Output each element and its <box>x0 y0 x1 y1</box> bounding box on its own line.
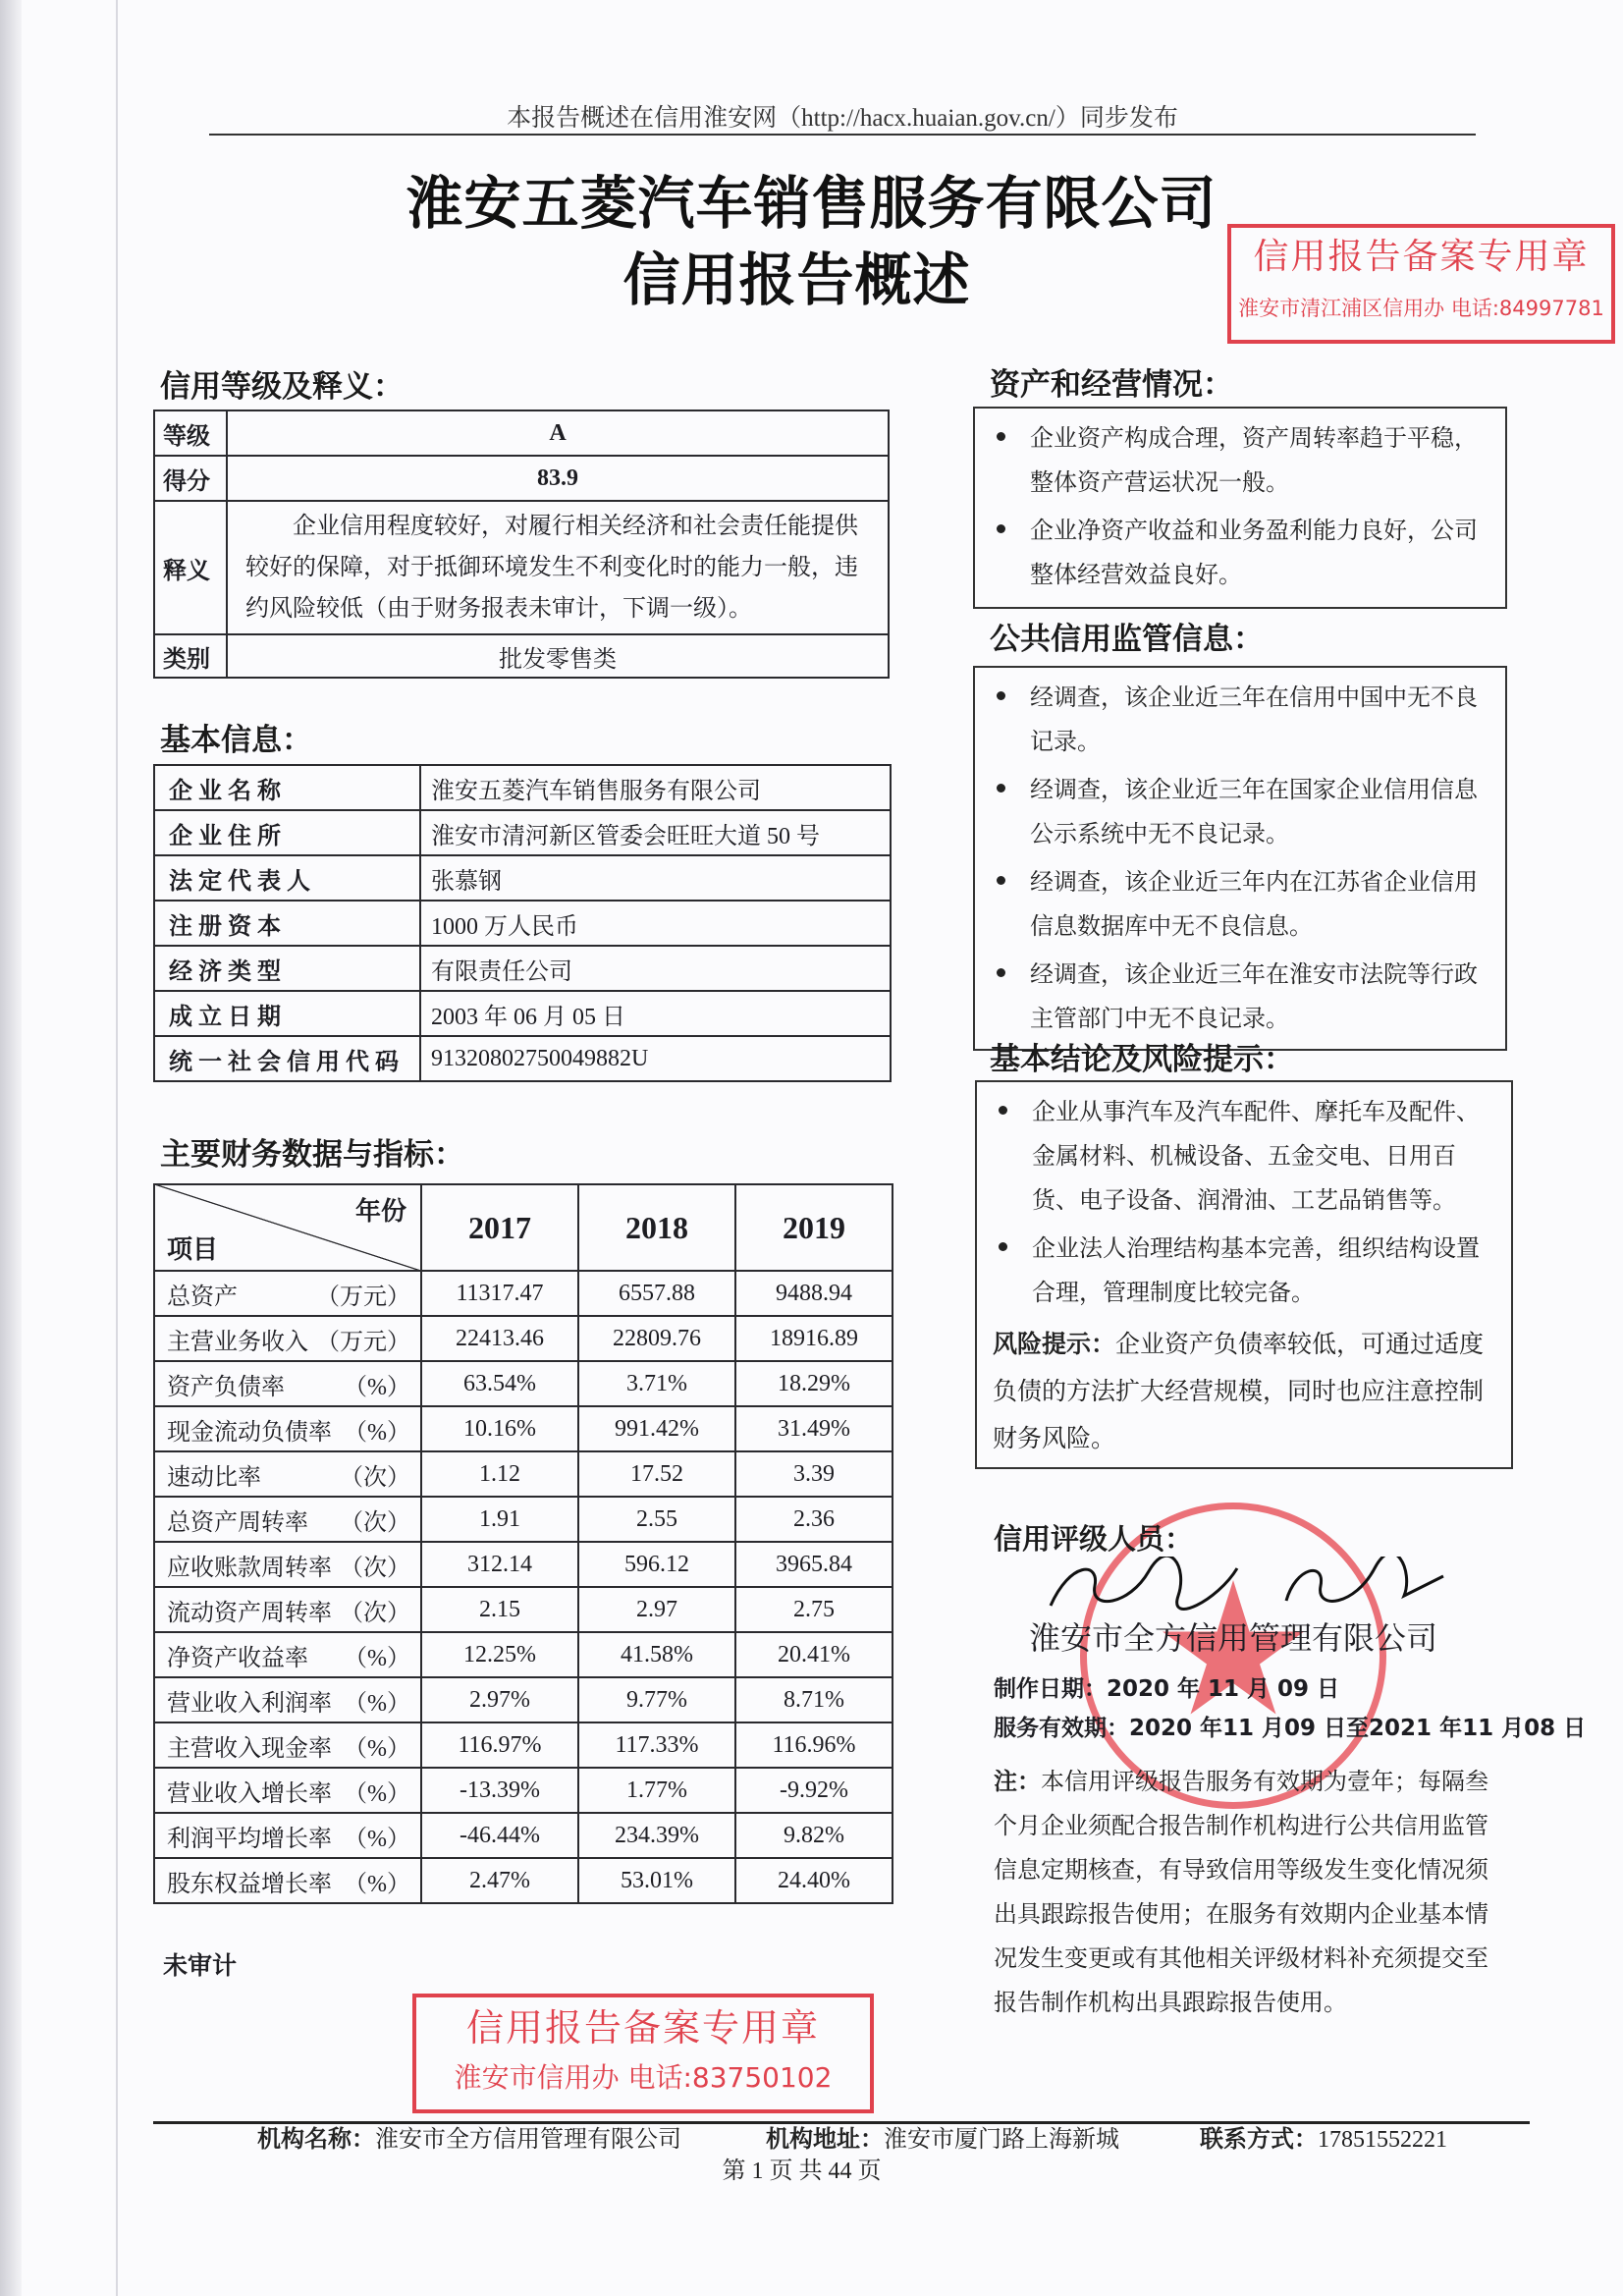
financial-item <box>154 1587 421 1632</box>
basic-info-value: 91320802750049882U <box>420 1036 891 1081</box>
bullet-item: 经调查，该企业近三年内在江苏省企业信用信息数据库中无不良信息。 <box>983 860 1491 949</box>
basic-info-row <box>154 855 891 901</box>
financial-value: 53.01% <box>578 1858 735 1903</box>
footer-contact <box>1200 2126 1447 2153</box>
financial-item-unit: （%） <box>344 1871 410 1897</box>
financial-item-name: 主营收入现金率 <box>167 1735 332 1762</box>
financial-item-name: 净资产收益率 <box>167 1645 308 1671</box>
basic-info-table <box>153 764 892 1082</box>
year-header: 2017 <box>421 1184 578 1271</box>
financial-item <box>154 1813 421 1858</box>
signature-2 <box>1286 1557 1443 1601</box>
financial-row <box>154 1813 893 1858</box>
financial-item-unit: （次） <box>340 1509 410 1536</box>
financial-value: 3965.84 <box>735 1542 893 1587</box>
footer-address-label: 机构地址： <box>766 2125 884 2153</box>
page-title: 淮安五菱汽车销售服务有限公司 <box>406 170 1217 237</box>
financial-value: 596.12 <box>578 1542 735 1587</box>
financial-value: 11317.47 <box>421 1271 578 1316</box>
stamp-title: 信用报告备案专用章 <box>465 2006 820 2050</box>
financial-value: 10.16% <box>421 1406 578 1451</box>
financial-row <box>154 1542 893 1587</box>
scan-binding-shadow <box>0 0 22 2296</box>
score-value: 83.9 <box>227 456 889 501</box>
stamp-contact: 淮安市清江浦区信用办 电话:84997781 <box>1238 297 1604 320</box>
footer-address <box>766 2126 1119 2153</box>
financial-item-unit: （万元） <box>316 1329 410 1355</box>
financial-value: -46.44% <box>421 1813 578 1858</box>
financial-value: 1.77% <box>578 1768 735 1813</box>
basic-info-value: 淮安五菱汽车销售服务有限公司 <box>420 765 891 810</box>
financial-item-name: 总资产周转率 <box>167 1509 308 1536</box>
risk-tip-label: 风险提示： <box>993 1330 1116 1358</box>
rating-staff-label: 信用评级人员： <box>994 1522 1194 1556</box>
financial-row <box>154 1406 893 1451</box>
financial-value: 117.33% <box>578 1722 735 1768</box>
financial-item-name: 股东权益增长率 <box>167 1871 332 1897</box>
financial-value: 2.97% <box>421 1677 578 1722</box>
financial-row <box>154 1632 893 1677</box>
financial-value: 9488.94 <box>735 1271 893 1316</box>
meaning-value: 企业信用程度较好，对履行相关经济和社会责任能提供较好的保障，对于抵御环境发生不利变化时的能力一般，违约风险较低（由于财务报表未审计，下调一级）。 <box>227 501 889 634</box>
score-row <box>154 456 889 501</box>
financial-value: 2.55 <box>578 1497 735 1542</box>
financial-item <box>154 1858 421 1903</box>
basic-info-label: 经济类型 <box>154 946 420 991</box>
basic-info-row <box>154 901 891 946</box>
basic-info-row <box>154 810 891 855</box>
financial-row <box>154 1677 893 1722</box>
note-label: 注： <box>994 1768 1041 1795</box>
financial-item <box>154 1632 421 1677</box>
financial-value: 1.91 <box>421 1497 578 1542</box>
year-header-label: 年份 <box>354 1197 406 1227</box>
diagonal-header-cell <box>154 1184 421 1271</box>
made-date <box>994 1674 1339 1704</box>
financial-item <box>154 1361 421 1406</box>
top-filing-stamp <box>1227 224 1615 344</box>
year-header: 2018 <box>578 1184 735 1271</box>
financial-item-name: 速动比率 <box>167 1464 261 1491</box>
financial-item <box>154 1451 421 1497</box>
financial-value: 31.49% <box>735 1406 893 1451</box>
grade-label: 等级 <box>154 410 227 456</box>
footer-contact-value: 17851552221 <box>1318 2127 1447 2153</box>
footer-org <box>257 2126 681 2153</box>
made-date-value: 2020 年 11 月 09 日 <box>1107 1676 1340 1702</box>
validity-value: 2020 年11 月09 日至2021 年11 月08 日 <box>1129 1716 1587 1741</box>
basic-info-label: 法定代表人 <box>154 855 420 901</box>
financial-value: 116.97% <box>421 1722 578 1768</box>
financial-value: 116.96% <box>735 1722 893 1768</box>
financial-header-row <box>154 1184 893 1271</box>
financial-item <box>154 1271 421 1316</box>
financial-item-unit: （%） <box>344 1374 410 1400</box>
bullet-item: 经调查，该企业近三年在国家企业信用信息公示系统中无不良记录。 <box>983 768 1491 856</box>
financial-item-unit: （次） <box>340 1464 410 1491</box>
meaning-label: 释义 <box>154 501 227 634</box>
unaudited-note: 未审计 <box>163 1951 238 1980</box>
page-subtitle: 信用报告概述 <box>622 246 971 313</box>
basic-info-label: 企业名称 <box>154 765 420 810</box>
validity-note <box>994 1760 1496 2025</box>
financial-item-name: 现金流动负债率 <box>167 1419 332 1446</box>
financial-item <box>154 1722 421 1768</box>
financial-table <box>153 1183 893 1904</box>
basic-info-label: 成立日期 <box>154 991 420 1036</box>
footer-contact-label: 联系方式： <box>1200 2125 1318 2153</box>
bullet-item: 企业净资产收益和业务盈利能力良好，公司整体经营效益良好。 <box>983 509 1486 597</box>
financial-item-unit: （次） <box>340 1600 410 1626</box>
category-value: 批发零售类 <box>227 634 889 678</box>
financial-value: -9.92% <box>735 1768 893 1813</box>
financial-row <box>154 1858 893 1903</box>
year-header: 2019 <box>735 1184 893 1271</box>
financial-row <box>154 1316 893 1361</box>
stamp-title: 信用报告备案专用章 <box>1253 237 1590 277</box>
basic-info-label: 统一社会信用代码 <box>154 1036 420 1081</box>
validity-label: 服务有效期： <box>994 1716 1129 1741</box>
financial-item-unit: （%） <box>344 1419 410 1446</box>
financial-item-unit: （%） <box>344 1735 410 1762</box>
category-label: 类别 <box>154 634 227 678</box>
financial-value: 1.12 <box>421 1451 578 1497</box>
basic-info-value: 2003 年 06 月 05 日 <box>420 991 891 1036</box>
financial-item <box>154 1542 421 1587</box>
footer-org-value: 淮安市全方信用管理有限公司 <box>375 2127 681 2153</box>
meaning-row <box>154 501 889 634</box>
financial-value: 2.97 <box>578 1587 735 1632</box>
bullet-item: 企业从事汽车及汽车配件、摩托车及配件、金属材料、机械设备、五金交电、日用百货、电子设备、润滑油、工艺品销售等。 <box>985 1090 1493 1223</box>
financial-value: 2.15 <box>421 1587 578 1632</box>
basic-info-row <box>154 1036 891 1081</box>
financial-value: 63.54% <box>421 1361 578 1406</box>
stamp-contact: 淮安市信用办 电话:83750102 <box>454 2061 833 2094</box>
financial-value: 9.82% <box>735 1813 893 1858</box>
financial-value: 2.36 <box>735 1497 893 1542</box>
bullet-item: 经调查，该企业近三年在信用中国中无不良记录。 <box>983 676 1491 764</box>
financial-item-name: 营业收入利润率 <box>167 1690 332 1717</box>
risk-tip <box>985 1321 1493 1463</box>
basic-info-value: 张慕钢 <box>420 855 891 901</box>
financial-item-name: 利润平均增长率 <box>167 1826 332 1852</box>
financial-item-name: 主营业务收入 <box>167 1329 308 1355</box>
financial-row <box>154 1271 893 1316</box>
financial-item-unit: （%） <box>344 1690 410 1717</box>
financial-value: 3.71% <box>578 1361 735 1406</box>
financial-value: 22809.76 <box>578 1316 735 1361</box>
footer-org-label: 机构名称： <box>257 2125 375 2153</box>
financial-item-unit: （次） <box>340 1555 410 1581</box>
public-credit-box <box>973 666 1507 1051</box>
financial-value: 312.14 <box>421 1542 578 1587</box>
financial-value: 6557.88 <box>578 1271 735 1316</box>
financial-value: 24.40% <box>735 1858 893 1903</box>
financial-value: 234.39% <box>578 1813 735 1858</box>
signature-1 <box>1051 1557 1237 1609</box>
signatures <box>1041 1557 1453 1612</box>
financial-item-name: 总资产 <box>167 1284 238 1310</box>
financial-item-name: 流动资产周转率 <box>167 1600 332 1626</box>
item-header-label: 项目 <box>167 1235 219 1265</box>
financial-value: 17.52 <box>578 1451 735 1497</box>
section-heading-assets: 资产和经营情况： <box>990 367 1233 403</box>
financial-item-unit: （%） <box>344 1645 410 1671</box>
basic-info-label: 注册资本 <box>154 901 420 946</box>
financial-item <box>154 1406 421 1451</box>
bottom-filing-stamp <box>412 1994 874 2113</box>
section-heading-public-credit: 公共信用监管信息： <box>990 622 1264 657</box>
risk-tip-text: 企业资产负债率较低，可通过适度负债的方法扩大经营规模，同时也应注意控制财务风险。 <box>993 1332 1485 1452</box>
financial-item <box>154 1677 421 1722</box>
category-row <box>154 634 889 678</box>
header-divider <box>209 134 1476 136</box>
note-text: 本信用评级报告服务有效期为壹年；每隔叁个月企业须配合报告制作机构进行公共信用监管信息定期核查，有导致信用等级发生变化情况须出具跟踪报告使用；在服务有效期内企业基本情况发生变更或有其他相关评级材料补充须提交至报告制作机构出具跟踪报告使用。 <box>994 1768 1488 2016</box>
basic-info-row <box>154 991 891 1036</box>
conclusion-box <box>975 1080 1513 1469</box>
basic-info-row <box>154 765 891 810</box>
financial-value: 2.75 <box>735 1587 893 1632</box>
financial-row <box>154 1497 893 1542</box>
financial-item-unit: （万元） <box>316 1284 410 1310</box>
basic-info-value: 1000 万人民币 <box>420 901 891 946</box>
financial-value: 20.41% <box>735 1632 893 1677</box>
financial-value: 8.71% <box>735 1677 893 1722</box>
financial-item-unit: （%） <box>344 1826 410 1852</box>
financial-value: 41.58% <box>578 1632 735 1677</box>
financial-value: 12.25% <box>421 1632 578 1677</box>
section-heading-financials: 主要财务数据与指标： <box>160 1137 464 1173</box>
financial-item-name: 应收账款周转率 <box>167 1555 332 1581</box>
section-heading-credit-grade: 信用等级及释义： <box>160 369 404 405</box>
assets-operations-box <box>973 407 1507 609</box>
basic-info-label: 企业住所 <box>154 810 420 855</box>
financial-item-unit: （%） <box>344 1780 410 1807</box>
financial-item-name: 营业收入增长率 <box>167 1780 332 1807</box>
grade-row <box>154 410 889 456</box>
financial-item <box>154 1768 421 1813</box>
financial-value: -13.39% <box>421 1768 578 1813</box>
grade-value: A <box>227 410 889 456</box>
financial-row <box>154 1361 893 1406</box>
section-heading-basic-info: 基本信息： <box>160 723 312 758</box>
bullet-item: 企业资产构成合理，资产周转率趋于平稳，整体资产营运状况一般。 <box>983 416 1486 505</box>
basic-info-row <box>154 946 891 991</box>
rating-agency-name: 淮安市全方信用管理有限公司 <box>1029 1619 1438 1657</box>
financial-row <box>154 1722 893 1768</box>
financial-row <box>154 1768 893 1813</box>
financial-row <box>154 1587 893 1632</box>
page-number: 第 1 页 共 44 页 <box>722 2159 882 2184</box>
basic-info-value: 淮安市清河新区管委会旺旺大道 50 号 <box>420 810 891 855</box>
bullet-item: 经调查，该企业近三年在淮安市法院等行政主管部门中无不良记录。 <box>983 953 1491 1041</box>
financial-row <box>154 1451 893 1497</box>
footer-address-value: 淮安市厦门路上海新城 <box>884 2127 1119 2153</box>
financial-value: 2.47% <box>421 1858 578 1903</box>
financial-value: 18.29% <box>735 1361 893 1406</box>
made-date-label: 制作日期： <box>994 1676 1107 1702</box>
financial-value: 22413.46 <box>421 1316 578 1361</box>
validity-period <box>994 1714 1586 1743</box>
financial-value: 3.39 <box>735 1451 893 1497</box>
financial-item-name: 资产负债率 <box>167 1374 285 1400</box>
financial-value: 9.77% <box>578 1677 735 1722</box>
score-label: 得分 <box>154 456 227 501</box>
publication-note: 本报告概述在信用淮安网（http://hacx.huaian.gov.cn/）同步发布 <box>507 105 1178 132</box>
footer-divider <box>153 2121 1530 2124</box>
financial-item <box>154 1497 421 1542</box>
basic-info-value: 有限责任公司 <box>420 946 891 991</box>
section-heading-conclusion: 基本结论及风险提示： <box>990 1042 1294 1077</box>
financial-item <box>154 1316 421 1361</box>
financial-value: 18916.89 <box>735 1316 893 1361</box>
bullet-item: 企业法人治理结构基本完善，组织结构设置合理，管理制度比较完备。 <box>985 1227 1493 1315</box>
scan-fold-line <box>116 0 118 2296</box>
credit-grade-table <box>153 410 890 679</box>
financial-value: 991.42% <box>578 1406 735 1451</box>
